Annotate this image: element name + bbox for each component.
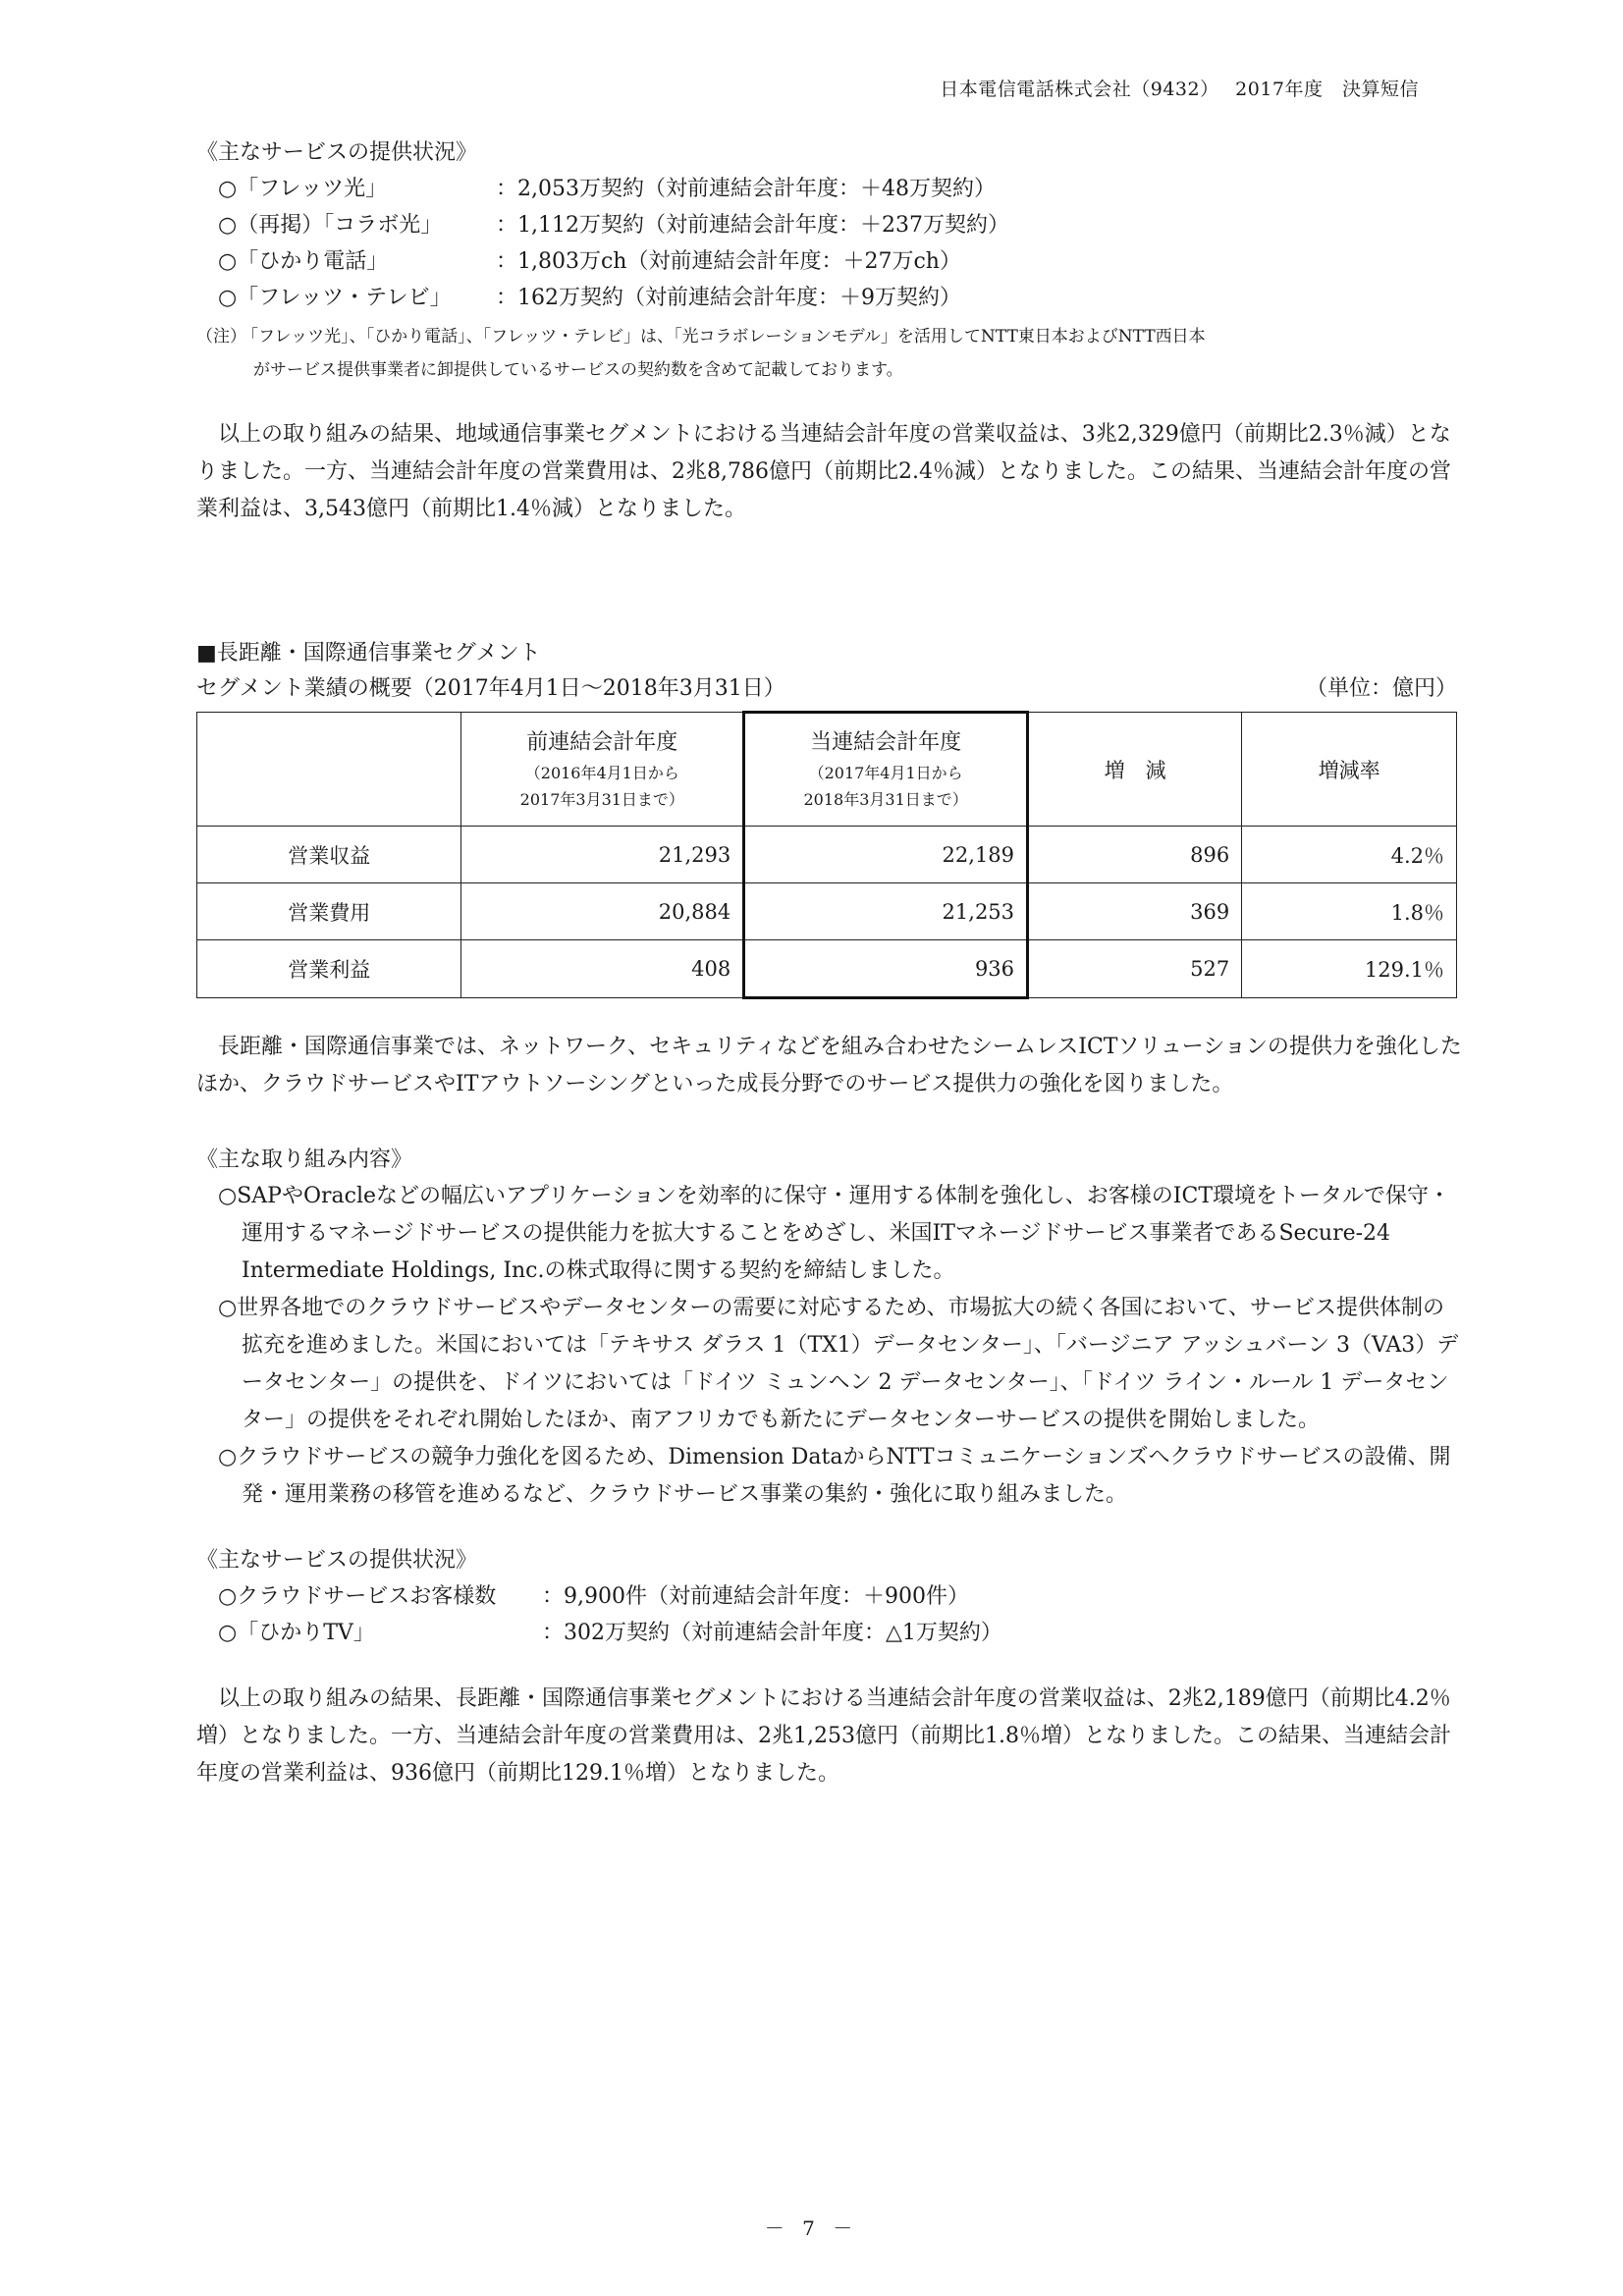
ld-services-heading: 《主なサービスの提供状況》	[196, 1548, 478, 1573]
initiatives-heading: 《主な取り組み内容》	[196, 1148, 413, 1172]
cell-prev: 21,293	[461, 827, 744, 883]
cell-current: 21,253	[744, 883, 1028, 940]
header-prev-year	[461, 713, 744, 827]
header-range: 2018年3月31日まで）	[803, 790, 968, 809]
segment-heading: ■長距離・国際通信事業セグメント	[196, 641, 541, 666]
footnote-line: 「フレッツ光」、「ひかり電話」、「フレッツ・テレビ」は、「光コラボレーションモデル」を活用してNTT東日本およびNTT西日本	[242, 327, 1206, 347]
table-unit: （単位：億円）	[1305, 676, 1457, 701]
page-header: 日本電信電話株式会社（9432） 2017年度 決算短信	[940, 79, 1419, 100]
service-value: ：9,900件（対前連結会計年度：＋900件）	[542, 1584, 969, 1609]
header-diff: 増 減	[1028, 713, 1242, 827]
header-range: （2017年4月1日から	[808, 764, 963, 782]
cell-diff: 527	[1028, 940, 1242, 998]
header-title: 前連結会計年度	[526, 729, 678, 755]
row-label: 営業収益	[197, 827, 461, 883]
table-row	[197, 827, 1457, 883]
regional-services-heading: 《主なサービスの提供状況》	[196, 140, 478, 165]
service-label: ○クラウドサービスお客様数	[218, 1584, 497, 1609]
list-item: ○SAPやOracleなどの幅広いアプリケーションを効率的に保守・運用する体制を強化し、お客様のICT環境をトータルで保守・運用するマネージドサービスの提供能力を拡大することをめざし、米国ITマネージドサービス事業者であるSecure-24 Intermediate Holdings, Inc.の株式取得に関する契約を締結しました。	[218, 1184, 1451, 1283]
cell-prev: 20,884	[461, 883, 744, 940]
service-value: ：1,803万ch（対前連結会計年度：＋27万ch）	[496, 249, 961, 274]
service-value: ：162万契約（対前連結会計年度：＋9万契約）	[496, 286, 961, 310]
service-label: ○「フレッツ・テレビ」	[218, 286, 452, 310]
table-header-row	[197, 713, 1457, 827]
service-value: ：2,053万契約（対前連結会計年度：＋48万契約）	[496, 177, 996, 201]
header-range: 2017年3月31日まで）	[519, 789, 684, 809]
initiatives-list	[218, 1178, 1463, 1514]
table-title: セグメント業績の概要（2017年4月1日～2018年3月31日）	[196, 676, 785, 701]
header-current-year	[744, 713, 1028, 827]
ld-result-paragraph: 以上の取り組みの結果、長距離・国際通信事業セグメントにおける当連結会計年度の営業収益は、2兆2,189億円（前期比4.2％増）となりました。一方、当連結会計年度の営業費用は、2兆1,253億円（前期比1.8％増）となりました。この結果、当連結会計年度の営業利益は、936億円（前期比129.1％増）となりました。	[196, 1686, 1451, 1786]
cell-rate: 1.8％	[1242, 883, 1457, 940]
service-label: ○「ひかり電話」	[218, 249, 389, 274]
table-caption	[196, 671, 1457, 707]
table-row	[197, 940, 1457, 998]
list-item	[218, 1615, 1463, 1651]
regional-services-list	[218, 171, 1463, 316]
service-value: ：1,112万契約（対前連結会計年度：＋237万契約）	[496, 213, 1009, 238]
service-label: ○（再掲）「コラボ光」	[218, 213, 443, 238]
row-label: 営業費用	[197, 883, 461, 940]
list-item	[218, 243, 1463, 280]
list-item: ○クラウドサービスの競争力強化を図るため、Dimension DataからNTTコミュニケーションズへクラウドサービスの設備、開発・運用業務の移管を進めるなど、クラウドサービス事業の集約・強化に取り組みました。	[218, 1445, 1451, 1507]
cell-diff: 896	[1028, 827, 1242, 883]
cell-current: 22,189	[744, 827, 1028, 883]
regional-result-paragraph: 以上の取り組みの結果、地域通信事業セグメントにおける当連結会計年度の営業収益は、3兆2,329億円（前期比2.3％減）となりました。一方、当連結会計年度の営業費用は、2兆8,786億円（前期比2.4％減）となりました。この結果、当連結会計年度の営業利益は、3,543億円（前期比1.4％減）となりました。	[196, 422, 1451, 521]
footnote-tag: （注）	[196, 327, 246, 347]
segment-results-table	[196, 711, 1457, 999]
cell-prev: 408	[461, 940, 744, 998]
list-item	[218, 171, 1463, 207]
service-label: ○「フレッツ光」	[218, 177, 388, 201]
service-value: ：302万契約（対前連結会計年度：△1万契約）	[542, 1621, 1002, 1645]
header-rate: 増減率	[1242, 713, 1457, 827]
header-title: 当連結会計年度	[810, 730, 962, 755]
header-empty-cell	[197, 713, 461, 827]
footnote-line: がサービス提供事業者に卸提供しているサービスの契約数を含めて記載しております。	[253, 360, 903, 380]
page-number: － 7 －	[764, 2216, 859, 2240]
cell-diff: 369	[1028, 883, 1242, 940]
header-range: （2016年4月1日から	[524, 763, 679, 782]
ld-services-list	[218, 1578, 1463, 1651]
cell-rate: 4.2％	[1242, 827, 1457, 883]
list-item	[218, 207, 1463, 243]
cell-current: 936	[744, 940, 1028, 998]
page-content	[196, 135, 1463, 1792]
service-label: ○「ひかりTV」	[218, 1621, 375, 1645]
segment-intro-paragraph: 長距離・国際通信事業では、ネットワーク、セキュリティなどを組み合わせたシームレスICTソリューションの提供力を強化したほか、クラウドサービスやITアウトソーシングといった成長分野でのサービス提供力の強化を図りました。	[196, 1035, 1462, 1096]
footnote	[196, 320, 1463, 387]
list-item	[218, 1578, 1463, 1615]
table-row	[197, 883, 1457, 940]
cell-rate: 129.1％	[1242, 940, 1457, 998]
list-item: ○世界各地でのクラウドサービスやデータセンターの需要に対応するため、市場拡大の続く各国において、サービス提供体制の拡充を進めました。米国においては「テキサス ダラス 1（TX1）データセンター」、「バージニア アッシュバーン 3（VA3）データセンター」の提供を、ドイツにおいては「ドイツ ミュンヘン 2 データセンター」、「ドイツ ライン・ルール 1 データセンター」の提供をそれぞれ開始したほか、南アフリカでも新たにデータセンターサービスの提供を開始しました。	[218, 1296, 1459, 1432]
list-item	[218, 280, 1463, 316]
row-label: 営業利益	[197, 940, 461, 998]
